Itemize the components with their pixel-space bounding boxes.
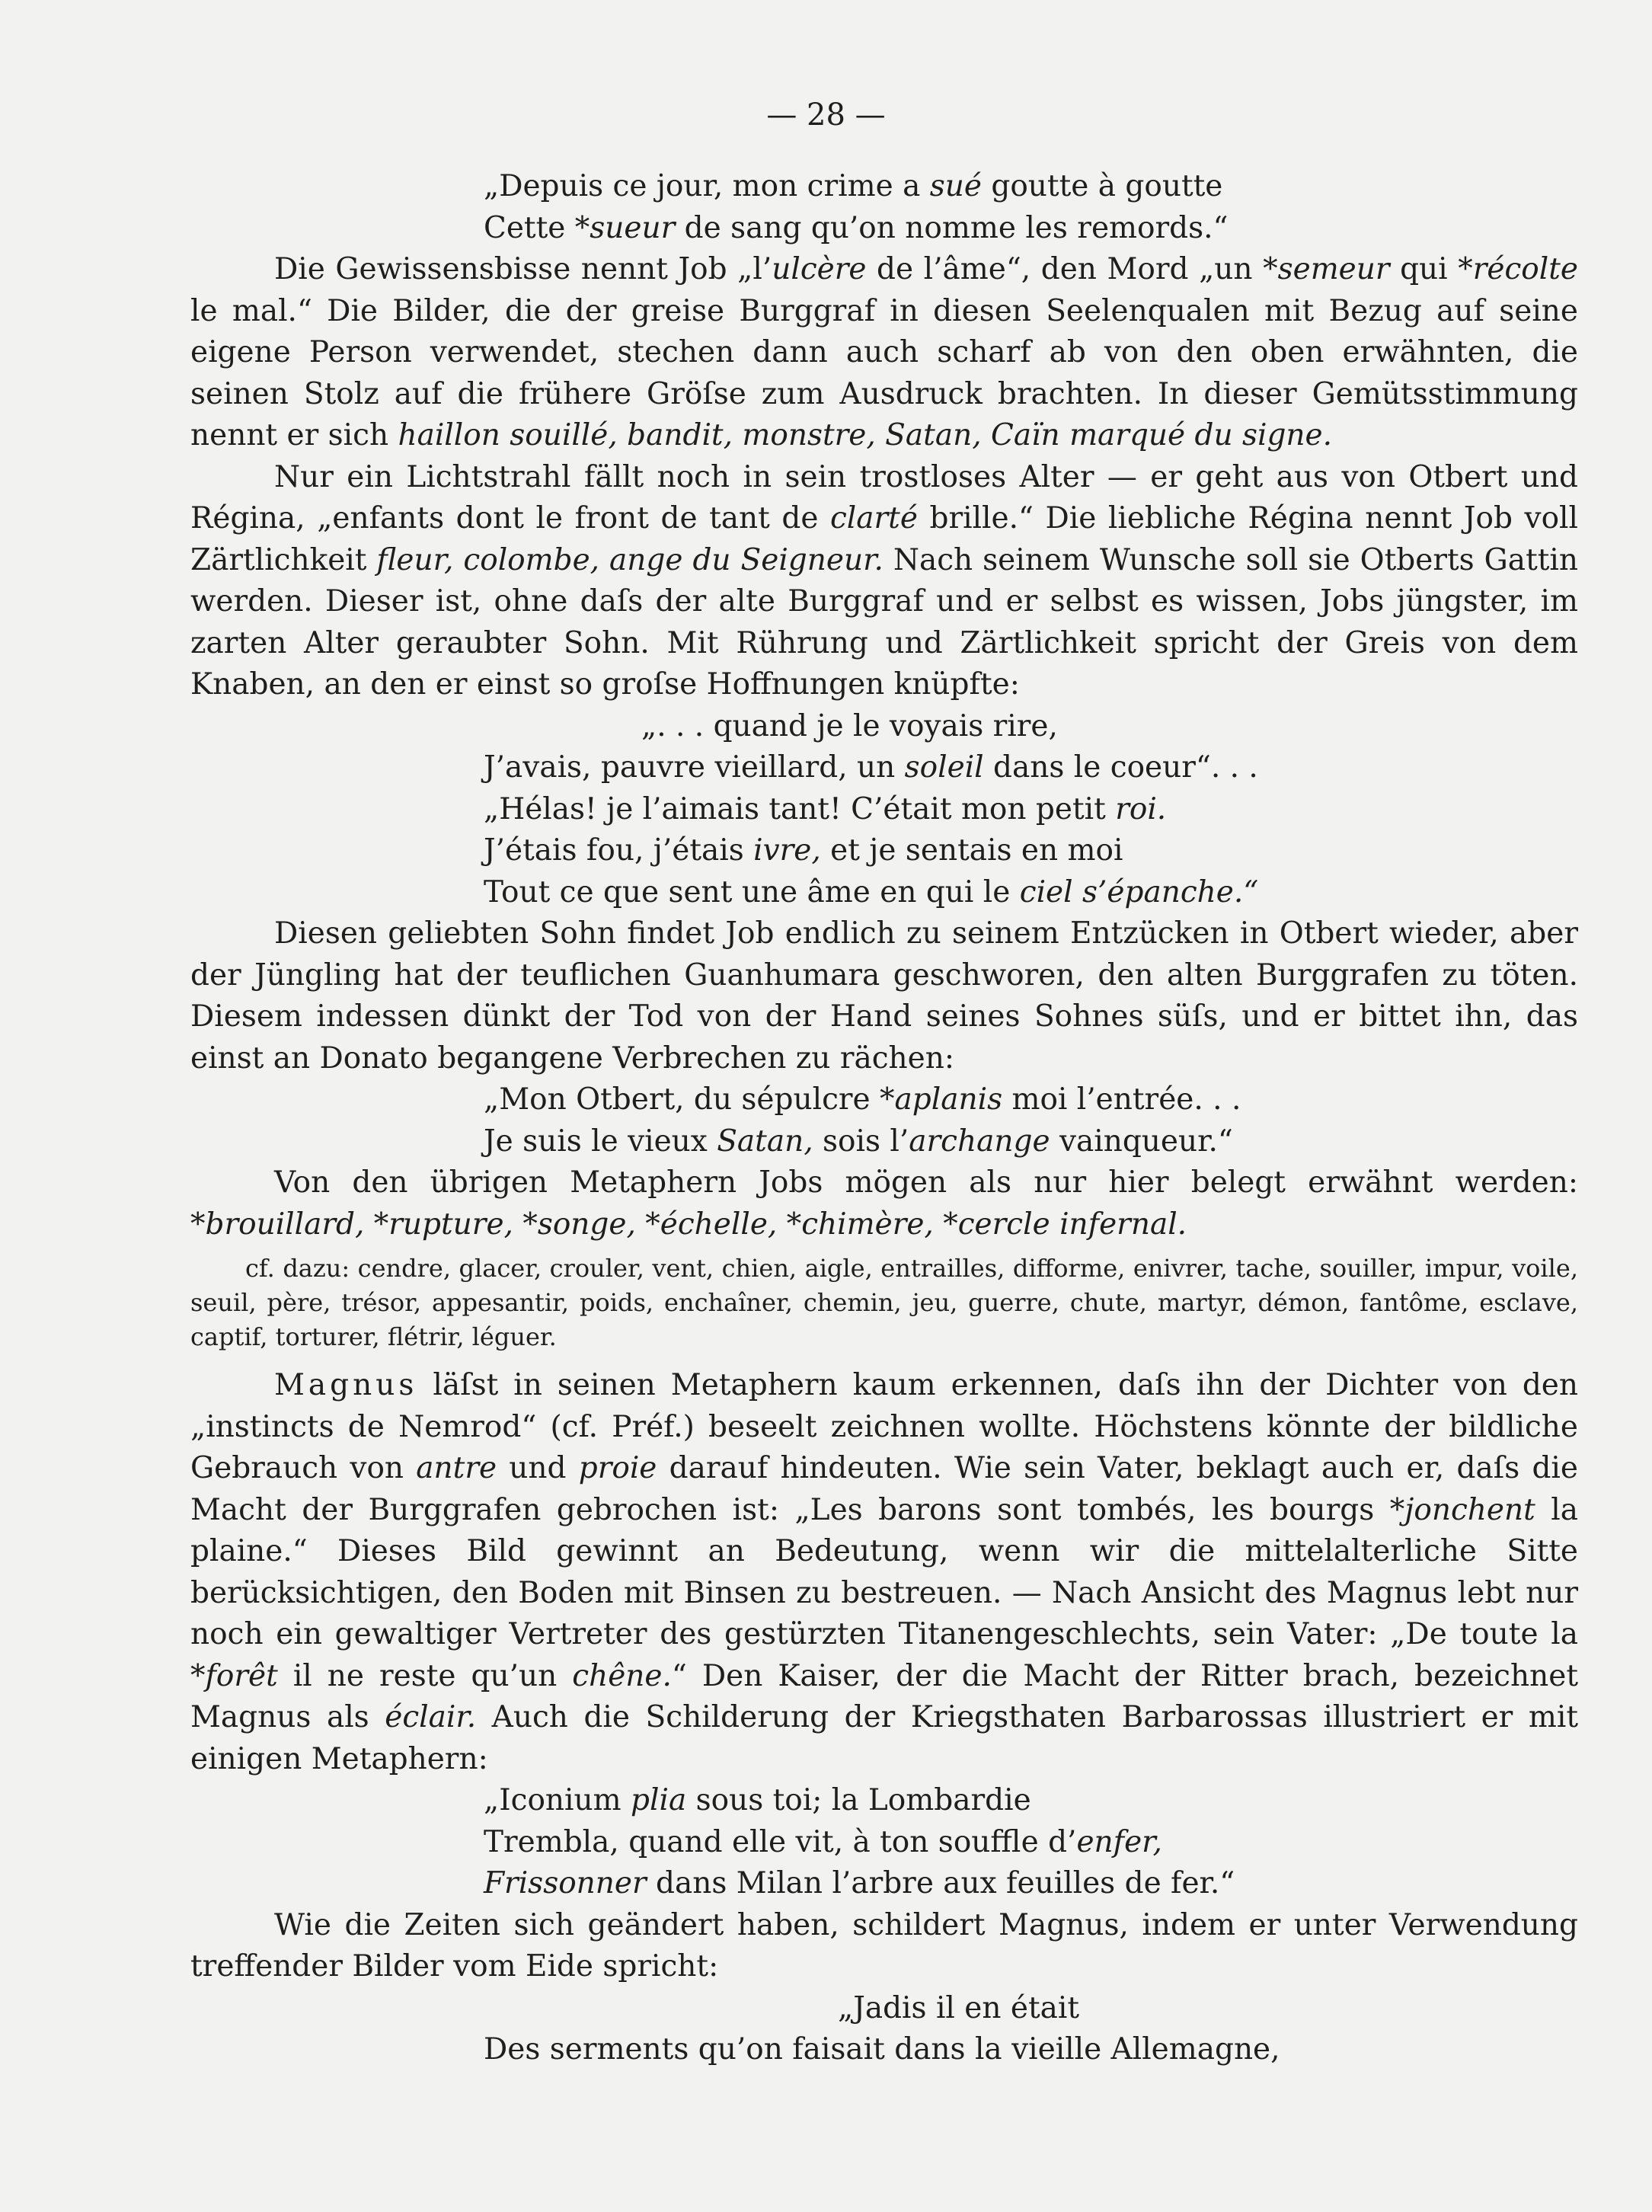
text-run: Tout ce que sent une âme en qui le (484, 874, 1020, 909)
text-run: de sang qu’on nomme les remords.“ (675, 210, 1229, 245)
text-run: Von den übrigen Metaphern Jobs mögen als nur hier belegt erwähnt werden: (274, 1165, 1578, 1200)
text-run: dans Milan l’arbre aux feuilles de fer.“ (646, 1866, 1235, 1900)
paragraph (190, 1905, 1578, 1988)
italic-text: plia (631, 1783, 687, 1817)
paragraph (190, 1162, 1578, 1245)
text-run: “ Den Kaiser, der die Macht der Ritter brach, bezeichnet Magnus als (190, 1658, 1578, 1734)
text-run: la plaine.“ Dieses Bild gewinnt an Bedeutung, wenn wir die mittelalterliche Sitte berücksichtigen, den Boden mit Binsen zu bestreuen. — Nach Ansicht des Magnus lebt nur noch ein gewaltiger Vertreter des gestürzten Titanengeschlechts, sein Vater: „De toute la (190, 1492, 1579, 1651)
italic-text: soleil (904, 750, 984, 785)
verse-line (190, 1079, 1578, 1121)
italic-text: *aplanis (880, 1082, 1003, 1117)
verse-line (190, 166, 1578, 208)
verse-quote (190, 1988, 1578, 2071)
italic-text: archange (909, 1124, 1050, 1159)
paragraph (190, 1365, 1578, 1780)
text-run: darauf hindeuten. Wie sein Vater, beklagt auch er, daſs die Macht der Burggrafen gebrochen ist: „Les barons sont tombés, les bourgs (190, 1451, 1578, 1527)
verse-line (190, 1121, 1578, 1163)
italic-text: ulcère (772, 252, 867, 286)
text-run: Cette (484, 210, 575, 245)
paragraph (190, 457, 1578, 706)
italic-text: antre (416, 1451, 497, 1485)
text-run: sous toi; la Lombardie (686, 1783, 1031, 1817)
italic-text: *récolte (1458, 252, 1578, 286)
verse-line (190, 1863, 1578, 1905)
text-run: cf. dazu: cendre, glacer, crouler, vent, chien, aigle, entrailles, difforme, enivrer, tache, souiller, impur, voile, seuil, père, trésor, appesantir, poids, enchaîner, chemin, jeu, guerre, chute, martyr, démon, fantôme, esclave, captif, torturer, flétrir, léguer. (190, 1254, 1578, 1351)
italic-text: *semeur (1263, 252, 1390, 286)
text-run: Wie die Zeiten sich geändert haben, schildert Magnus, indem er unter Verwendung treffender Bilder vom Eide spricht: (190, 1907, 1578, 1983)
text-run: Diesen geliebten Sohn findet Job endlich zu seinem Entzücken in Otbert wieder, aber der Jüngling hat der teuflichen Guanhumara geschworen, den alten Burggrafen zu töten. Diesem indessen dünkt der Tod von der Hand seines Sohnes süſs, und er bittet ihn, das einst an Donato begangene Verbrechen zu rächen: (190, 916, 1578, 1076)
verse-line (190, 789, 1578, 831)
italic-text: haillon souillé, bandit, monstre, Satan, Caïn marqué du signe. (398, 418, 1333, 452)
italic-text: *forêt (190, 1658, 278, 1693)
verse-quote (190, 706, 1578, 914)
text-run: und (497, 1451, 579, 1485)
italic-text: fleur, colombe, ange du Seigneur. (376, 542, 884, 577)
text-run: „Depuis ce jour, mon crime a (484, 169, 930, 203)
text-run: Die Gewissensbisse nennt Job „l’ (274, 252, 772, 286)
italic-text: clarté (829, 501, 918, 535)
reference-list (190, 1251, 1578, 1354)
italic-text: *jonchent (1389, 1492, 1535, 1527)
text-run: dans le coeur“. . . (983, 750, 1258, 785)
text-run: Auch die Schilderung der Kriegsthaten Barbarossas illustriert er mit einigen Metaphern: (190, 1700, 1578, 1776)
text-run: Je suis le vieux (484, 1124, 717, 1159)
italic-text: sué (929, 169, 982, 203)
italic-text: ciel s’épanche.“ (1019, 874, 1259, 909)
italic-text: *sueur (574, 210, 676, 245)
text-run: et je sentais en moi (820, 833, 1123, 868)
verse-line (190, 706, 1578, 748)
text-run: J’étais fou, j’étais (484, 833, 754, 868)
text-run: vainqueur.“ (1050, 1124, 1233, 1159)
text-run: „Hélas! je l’aimais tant! C’était mon petit (484, 791, 1116, 826)
page-body (190, 166, 1578, 2071)
verse-line (190, 1822, 1578, 1864)
text-run: „Iconium (484, 1783, 631, 1817)
text-run: moi l’entrée. . . (1002, 1082, 1241, 1117)
verse-quote (190, 166, 1578, 249)
text-run: sois l’ (813, 1124, 909, 1159)
verse-line (190, 830, 1578, 872)
verse-line (190, 747, 1578, 789)
text-run: Nach seinem Wunsche soll sie Otberts Gattin werden. Dieser ist, ohne daſs der alte Burggraf und er selbst es wissen, Jobs jüngster, im zarten Alter geraubter Sohn. Mit Rührung und Zärtlichkeit spricht der Greis von dem Knaben, an den er einst so groſse Hoffnungen knüpfte: (190, 542, 1578, 702)
verse-line (190, 2029, 1578, 2071)
text-run: „Jadis il en était (838, 1990, 1080, 2025)
text-run: Magnus (274, 1368, 418, 1402)
italic-text: chêne. (572, 1658, 672, 1693)
verse-quote (190, 1079, 1578, 1162)
verse-line (190, 1988, 1578, 2030)
italic-text: roi. (1115, 791, 1167, 826)
text-run: goutte à goutte (981, 169, 1223, 203)
text-run: J’avais, pauvre vieillard, un (484, 750, 905, 785)
verse-line (190, 1780, 1578, 1822)
page-number: — 28 — (766, 97, 886, 133)
text-run: de l’âme“, den Mord „un (866, 252, 1264, 286)
text-run: Nur ein Lichtstrahl fällt noch in sein trostloses Alter — er geht aus von Otbert und Régina, „enfants dont le front de tant de (190, 459, 1578, 535)
text-run: „. . . quand je le voyais rire, (641, 708, 1058, 743)
text-run: brille.“ Die liebliche Régina nennt Job voll Zärtlichkeit (190, 501, 1578, 577)
italic-text: Satan, (717, 1124, 813, 1159)
verse-quote (190, 1780, 1578, 1905)
italic-text: *brouillard, *rupture, *songe, *échelle, *chimère, *cercle infernal. (190, 1207, 1187, 1242)
italic-text: Frissonner (484, 1866, 647, 1900)
italic-text: ivre, (753, 833, 821, 868)
italic-text: enfer, (1076, 1824, 1162, 1859)
paragraph (190, 249, 1578, 457)
italic-text: proie (578, 1451, 657, 1485)
verse-line (190, 208, 1578, 250)
text-run: le mal.“ Die Bilder, die der greise Burggraf in diesen Seelenqualen mit Bezug auf seine eigene Person verwendet, stechen dann auch scharf ab von den oben erwähnten, die seinen Stolz auf die frühere Gröſse zum Ausdruck brachten. In dieser Gemütsstimmung nennt er sich (190, 293, 1578, 452)
text-run: „Mon Otbert, du sépulcre (484, 1082, 880, 1117)
text-run: il ne reste qu’un (277, 1658, 573, 1693)
text-run: Trembla, quand elle vit, à ton souffle d’ (484, 1824, 1077, 1859)
text-run: Des serments qu’on faisait dans la vieille Allemagne, (484, 2032, 1280, 2067)
paragraph (190, 913, 1578, 1079)
text-run: qui (1389, 252, 1459, 286)
text-run: läſst in seinen Metaphern kaum erkennen, daſs ihn der Dichter von den „instincts de Nemrod“ (cf. Préf.) beseelt zeichnen wollte. Höchstens könnte der bildliche Gebrauch von (190, 1368, 1578, 1485)
italic-text: éclair. (385, 1700, 477, 1734)
verse-line (190, 872, 1578, 914)
